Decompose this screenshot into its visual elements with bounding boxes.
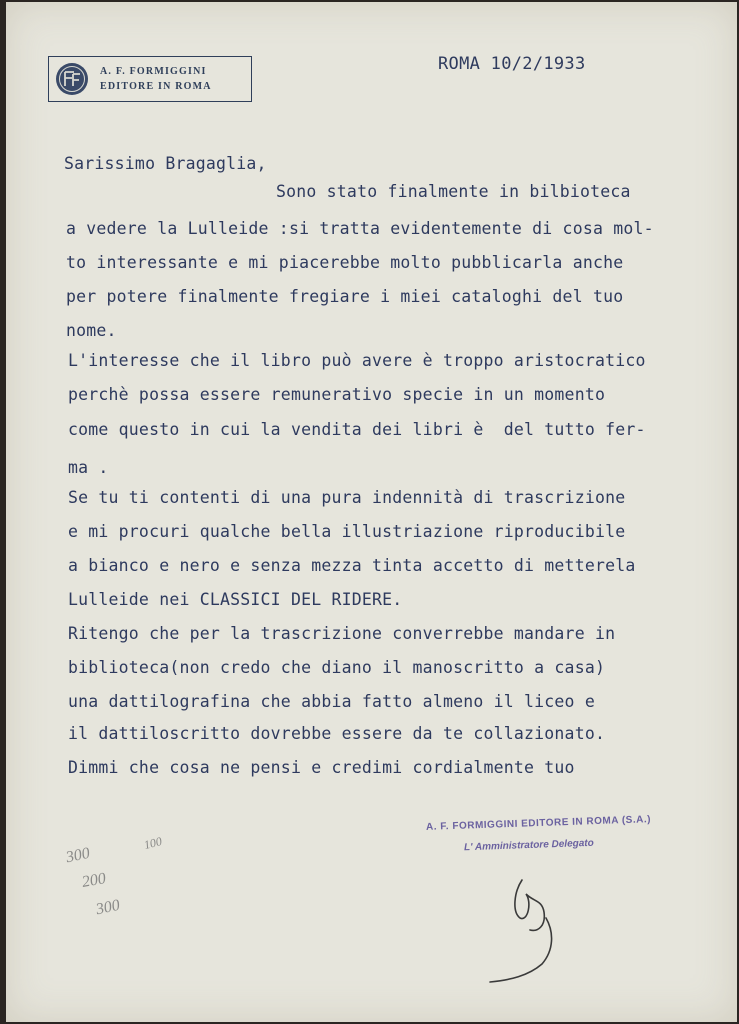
pencil-note: 300 — [64, 844, 92, 867]
body-line: biblioteca(non credo che diano il manoscritto a casa) — [68, 658, 606, 677]
body-line: Ritengo che per la trascrizione converrebbe mandare in — [68, 624, 616, 643]
company-stamp: A. F. FORMIGGINI EDITORE IN ROMA (S.A.) — [425, 814, 652, 833]
body-line: to interessante e mi piacerebbe molto pubblicarla anche — [66, 253, 624, 272]
body-line: per potere finalmente fregiare i miei cataloghi del tuo — [66, 287, 624, 306]
letter-date: ROMA 10/2/1933 — [438, 54, 586, 74]
body-line: nome. — [66, 321, 117, 340]
body-line: una dattilografina che abbia fatto almeno il liceo e — [68, 692, 595, 711]
body-line: e mi procuri qualche bella illustriazione riproducibile — [68, 522, 626, 541]
body-line: Lulleide nei CLASSICI DEL RIDERE. — [68, 590, 403, 609]
letterhead-subtitle: EDITORE IN ROMA — [100, 81, 212, 92]
stamp-role: L' Amministratore Delegato — [463, 837, 594, 854]
body-line: a bianco e nero e senza mezza tinta accetto di metterela — [68, 556, 636, 575]
pencil-note: 300 — [94, 896, 122, 919]
body-line: ma . — [68, 458, 109, 477]
body-line: L'interesse che il libro può avere è troppo aristocratico — [68, 351, 646, 370]
body-line: perchè possa essere remunerativo specie in un momento — [68, 385, 606, 404]
letterhead — [48, 56, 252, 102]
salutation: Sarissimo Bragaglia, — [64, 154, 267, 173]
body-line: a vedere la Lulleide :si tratta evidentemente di cosa mol- — [66, 219, 654, 238]
body-line: Sono stato finalmente in bilbioteca — [276, 182, 631, 201]
letterhead-name: A. F. FORMIGGINI — [100, 66, 207, 77]
body-line: come questo in cui la vendita dei libri è del tutto fer- — [68, 420, 646, 439]
publisher-logo — [54, 61, 90, 97]
closing-line: Dimmi che cosa ne pensi e credimi cordialmente tuo — [68, 758, 575, 777]
signature — [484, 872, 574, 987]
pencil-note: 200 — [80, 870, 108, 891]
body-line: il dattiloscritto dovrebbe essere da te collazionato. — [68, 724, 606, 743]
letter-sheet — [6, 2, 737, 1022]
pencil-note: 100 — [142, 834, 164, 852]
body-line: Se tu ti contenti di una pura indennità di trascrizione — [68, 488, 626, 507]
